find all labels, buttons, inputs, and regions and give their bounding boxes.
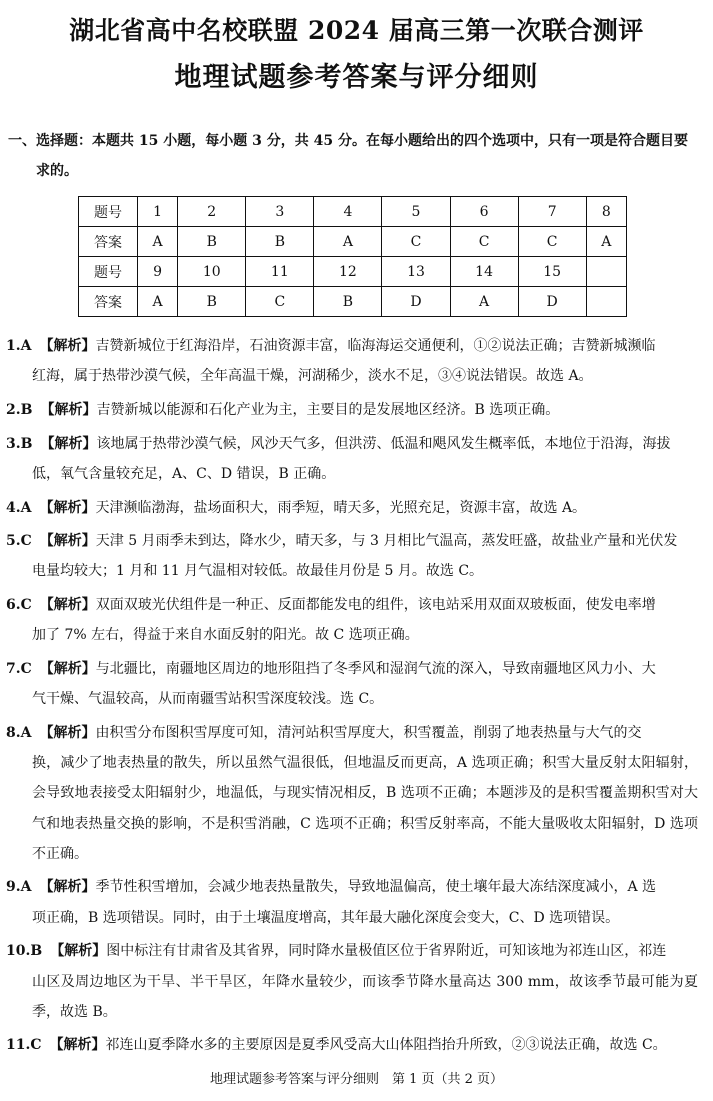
- table-cell: A: [586, 227, 626, 257]
- table-cell: D: [382, 287, 450, 317]
- item-answer: B: [20, 435, 33, 452]
- item-tag: 【解析】: [39, 597, 96, 614]
- table-row-label: 答案: [79, 287, 138, 317]
- list-item: [6, 493, 698, 523]
- table-cell: C: [382, 227, 450, 257]
- table-cell: [586, 287, 626, 317]
- table-cell: 10: [178, 257, 246, 287]
- item-text: 由积雪分布图积雪厚度可知，清河站积雪厚度大，积雪覆盖，削弱了地表热量与大气的交: [95, 724, 642, 741]
- item-text: 与北疆比，南疆地区周边的地形阻挡了冬季风和湿润气流的深入，导致南疆地区风力小、大: [95, 661, 656, 678]
- table-cell: A: [314, 227, 382, 257]
- item-text-cont: 加了 7% 左右，得益于来自水面反射的阳光。故 C 选项正确。: [32, 627, 419, 644]
- table-cell: B: [178, 227, 246, 257]
- item-answer: C: [20, 597, 32, 614]
- item-answer: A: [20, 338, 32, 354]
- item-text: 天津 5 月雨季未到达，降水少，晴天多，与 3 月相比气温高，蒸发旺盛，故盐业产量和光伏发: [95, 533, 678, 550]
- item-answer: C: [20, 533, 32, 550]
- table-row-label: 题号: [79, 257, 138, 287]
- list-item: [6, 872, 698, 932]
- list-item: [6, 526, 698, 586]
- item-text-cont: 红海，属于热带沙漠气候，全年高温干燥，河湖稀少，淡水不足，③④说法错误。故选 A。: [32, 368, 593, 385]
- item-tag: 【解析】: [39, 879, 96, 896]
- table-cell: 3: [246, 197, 314, 227]
- table-row: [79, 227, 627, 257]
- item-tag: 【解析】: [39, 661, 96, 678]
- item-text: 吉赞新城以能源和石化产业为主，主要目的是发展地区经济。B 选项正确。: [96, 401, 560, 418]
- item-answer: C: [20, 661, 32, 678]
- table-cell: A: [138, 287, 178, 317]
- item-number: 4.: [6, 499, 21, 516]
- table-cell: 2: [178, 197, 246, 227]
- item-number: 2.: [6, 401, 21, 418]
- table-cell: 13: [382, 257, 450, 287]
- table-cell: 12: [314, 257, 382, 287]
- table-row: [79, 287, 627, 317]
- table-cell: 5: [382, 197, 450, 227]
- list-item: [6, 395, 698, 425]
- item-text-cont: 低，氧气含量较充足，A、C、D 错误，B 正确。: [32, 465, 336, 482]
- table-row: [79, 197, 627, 227]
- table-cell: C: [450, 227, 518, 257]
- table-cell: B: [178, 287, 246, 317]
- table-cell: 1: [138, 197, 178, 227]
- item-text: 祁连山夏季降水多的主要原因是夏季风受高大山体阻挡抬升所致，②③说法正确，故选 C。: [105, 1037, 667, 1054]
- list-item: [6, 718, 698, 869]
- table-row-label: 答案: [79, 227, 138, 257]
- table-cell: B: [314, 287, 382, 317]
- item-number: 3.: [6, 435, 21, 452]
- item-answer: C: [30, 1037, 42, 1054]
- list-item: [6, 936, 698, 1027]
- item-answer: B: [20, 401, 33, 418]
- item-tag: 【解析】: [39, 533, 96, 550]
- item-number: 5.: [6, 533, 21, 550]
- list-item: [6, 654, 698, 714]
- table-cell: 11: [246, 257, 314, 287]
- item-tag: 【解析】: [39, 724, 96, 741]
- section-heading-text: 一、选择题：本题共 15 小题，每小题 3 分，共 45 分。在每小题给出的四个选项中，只有一项是符合题目要: [8, 133, 688, 149]
- answer-table: [78, 196, 627, 317]
- item-answer: A: [20, 499, 32, 516]
- item-text-cont: 项正确，B 选项错误。同时，由于土壤温度增高，其年最大融化深度会变大，C、D 选项错误。: [32, 909, 620, 926]
- item-answer: B: [30, 943, 43, 960]
- table-cell: D: [518, 287, 586, 317]
- item-tag: 【解析】: [49, 1037, 106, 1054]
- list-item: [6, 1030, 698, 1060]
- table-cell: 7: [518, 197, 586, 227]
- table-cell: 4: [314, 197, 382, 227]
- table-cell: 15: [518, 257, 586, 287]
- table-cell: [586, 257, 626, 287]
- item-tag: 【解析】: [39, 499, 96, 516]
- item-text-cont: 换，减少了地表热量的散失，所以虽然气温很低，但地温反而更高，A 选项正确；积雪大量反射太阳辐射，会导致地表接受太阳辐射少，地温低，与现实情况相反，B 选项不正确；本题涉及的是积雪覆盖期积雪对大气和地表热量交换的影响，不是积雪消融，C 选项不正确；积雪反射率高，不能大量吸收太阳辐射，D 选项不正确。: [32, 755, 698, 862]
- item-number: 6.: [6, 597, 21, 614]
- item-tag: 【解析】: [50, 943, 107, 960]
- item-text: 天津濒临渤海，盐场面积大，雨季短，晴天多，光照充足，资源丰富，故选 A。: [95, 499, 587, 516]
- item-text: 吉赞新城位于红海沿岸，石油资源丰富，临海海运交通便利，①②说法正确；吉赞新城濒临: [95, 338, 656, 354]
- table-cell: 14: [450, 257, 518, 287]
- item-number: 1.: [6, 338, 21, 354]
- item-text: 该地属于热带沙漠气候，风沙天气多，但洪涝、低温和飓风发生概率低，本地位于沿海，海拔: [96, 435, 671, 452]
- table-cell: C: [518, 227, 586, 257]
- table-cell: 8: [586, 197, 626, 227]
- item-number: 7.: [6, 661, 21, 678]
- item-tag: 【解析】: [40, 435, 97, 452]
- table-cell: B: [246, 227, 314, 257]
- item-text: 双面双玻光伏组件是一种正、反面都能发电的组件，该电站采用双面双玻板面，使发电率增: [95, 597, 656, 614]
- item-tag: 【解析】: [40, 401, 97, 418]
- item-number: 10.: [6, 943, 31, 960]
- table-row: [79, 257, 627, 287]
- item-text: 图中标注有甘肃省及其省界，同时降水量极值区位于省界附近，可知该地为祁连山区，祁连: [106, 943, 667, 960]
- item-answer: A: [20, 724, 32, 741]
- table-cell: 6: [450, 197, 518, 227]
- table-cell: A: [450, 287, 518, 317]
- list-item: [6, 590, 698, 650]
- item-tag: 【解析】: [39, 338, 96, 354]
- table-row-label: 题号: [79, 197, 138, 227]
- section-heading: [8, 126, 704, 186]
- explanation-list: [6, 331, 698, 1064]
- table-cell: A: [138, 227, 178, 257]
- item-text-cont: 电量均较大；1 月和 11 月气温相对较低。故最佳月份是 5 月。故选 C。: [32, 563, 484, 580]
- document-subtitle: 地理试题参考答案与评分细则: [174, 62, 539, 93]
- table-cell: C: [246, 287, 314, 317]
- item-number: 9.: [6, 879, 21, 896]
- table-cell: 9: [138, 257, 178, 287]
- list-item: [6, 429, 698, 489]
- item-number: 8.: [6, 724, 21, 741]
- item-text-cont: 气干燥、气温较高，从而南疆雪站积雪深度较浅。选 C。: [32, 691, 384, 708]
- page-footer: 地理试题参考答案与评分细则 第 1 页（共 2 页）: [209, 1072, 504, 1087]
- item-answer: A: [20, 879, 32, 896]
- item-text-cont: 山区及周边地区为干旱、半干旱区，年降水量较少，而该季节降水量高达 300 mm，故该季节最可能为夏季，故选 B。: [32, 973, 698, 1020]
- section-heading-cont: 求的。: [36, 163, 78, 179]
- list-item: [6, 331, 698, 391]
- item-text: 季节性积雪增加，会减少地表热量散失，导致地温偏高，使土壤年最大冻结深度减小，A 选: [95, 879, 657, 896]
- document-title: 湖北省高中名校联盟 2024 届高三第一次联合测评: [69, 16, 644, 45]
- item-number: 11.: [6, 1037, 31, 1054]
